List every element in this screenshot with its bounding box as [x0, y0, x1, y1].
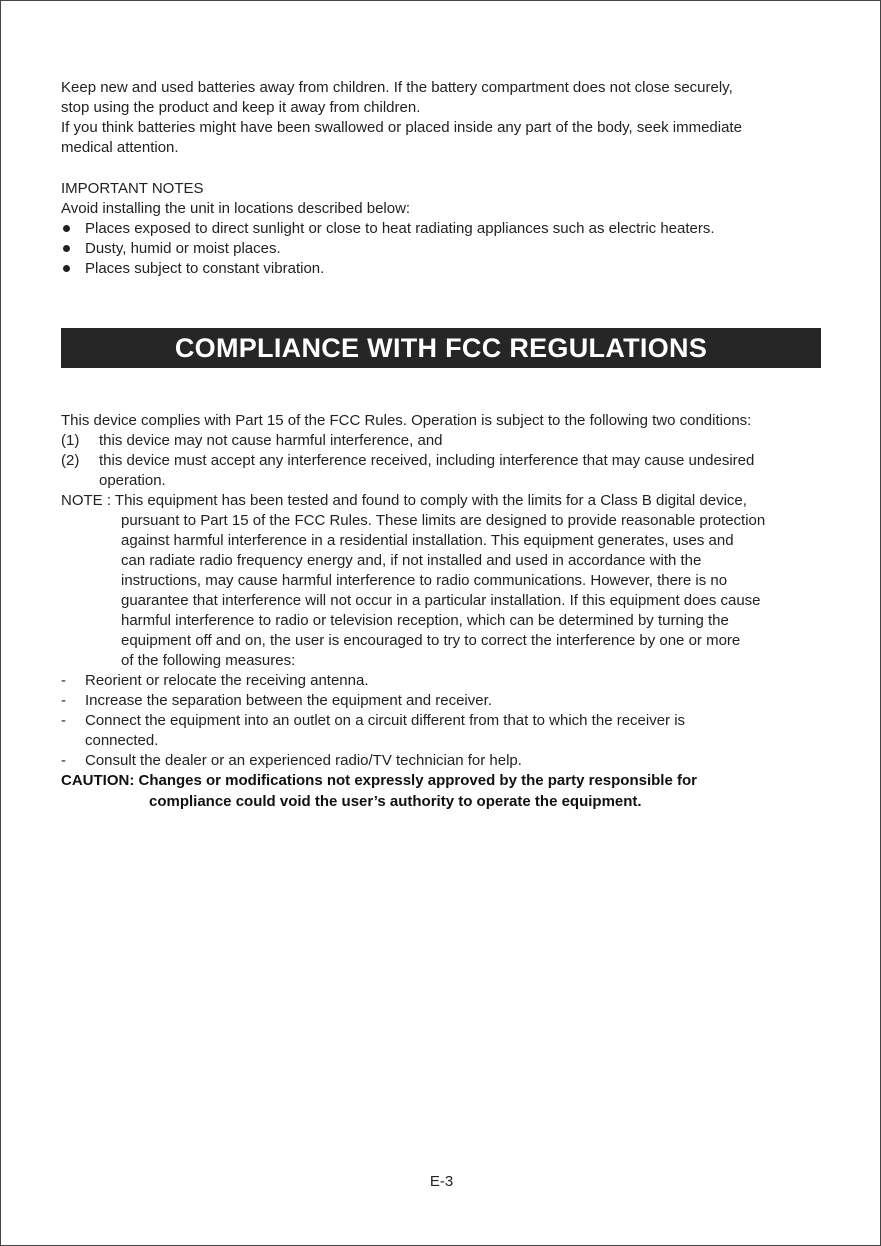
bullet-text: Places exposed to direct sunlight or close to heat radiating appliances such as electric heaters.	[85, 220, 715, 237]
dash-marker: -	[61, 672, 66, 689]
bullet-item-dusty	[61, 238, 281, 259]
dash-marker: -	[61, 692, 66, 709]
condition-marker: (2)	[61, 452, 80, 469]
fcc-intro: This device complies with Part 15 of the FCC Rules. Operation is subject to the following two conditions:	[61, 412, 752, 429]
warning-line-3: If you think batteries might have been swallowed or placed inside any part of the body, seek immediate	[61, 119, 742, 136]
bullet-item-vibration	[61, 258, 324, 279]
caution-line-2: compliance could void the user’s authority to operate the equipment.	[149, 793, 642, 810]
caution-label: CAUTION:	[61, 772, 135, 789]
note-line-9: of the following measures:	[121, 652, 296, 669]
measure-item	[61, 750, 522, 771]
warning-line-1: Keep new and used batteries away from children. If the battery compartment does not close securely,	[61, 79, 733, 96]
note-label: NOTE :	[61, 492, 112, 509]
note-line-1	[61, 490, 747, 511]
note-line-6: guarantee that interference will not occur in a particular installation. If this equipment does cause	[121, 592, 761, 609]
bullet-item-sunlight	[61, 218, 715, 239]
condition-1	[61, 430, 443, 451]
measure-item	[61, 690, 492, 711]
measure-continuation: connected.	[85, 732, 159, 749]
warning-line-2: stop using the product and keep it away from children.	[61, 99, 421, 116]
bullet-icon	[63, 245, 70, 252]
bullet-icon	[63, 265, 70, 272]
bullet-icon	[63, 225, 70, 232]
fcc-banner-title: COMPLIANCE WITH FCC REGULATIONS	[61, 328, 821, 368]
condition-marker: (1)	[61, 432, 80, 449]
measure-item	[61, 670, 369, 691]
warning-line-4: medical attention.	[61, 139, 179, 156]
note-line-7: harmful interference to radio or television reception, which can be determined by turning the	[121, 612, 729, 629]
condition-2	[61, 450, 754, 471]
measure-text: Reorient or relocate the receiving antenna.	[85, 672, 369, 689]
page-number: E-3	[429, 1173, 454, 1190]
note-line-2: pursuant to Part 15 of the FCC Rules. These limits are designed to provide reasonable protection	[121, 512, 766, 529]
condition-text: this device must accept any interference received, including interference that may cause undesired	[99, 452, 755, 469]
bullet-text: Dusty, humid or moist places.	[85, 240, 281, 257]
dash-marker: -	[61, 712, 66, 729]
note-text: This equipment has been tested and found to comply with the limits for a Class B digital device,	[114, 492, 747, 509]
measure-text: Connect the equipment into an outlet on a circuit different from that to which the receiver is	[85, 712, 686, 729]
condition-text: this device may not cause harmful interference, and	[99, 432, 443, 449]
condition-2-continuation: operation.	[99, 472, 166, 489]
important-notes-intro: Avoid installing the unit in locations described below:	[61, 200, 411, 217]
measure-item	[61, 710, 685, 731]
note-line-5: instructions, may cause harmful interference to radio communications. However, there is no	[121, 572, 728, 589]
note-line-4: can radiate radio frequency energy and, if not installed and used in accordance with the	[121, 552, 702, 569]
dash-marker: -	[61, 752, 66, 769]
measure-text: Consult the dealer or an experienced radio/TV technician for help.	[85, 752, 522, 769]
measure-text: Increase the separation between the equipment and receiver.	[85, 692, 492, 709]
caution-line-1	[61, 770, 697, 791]
important-notes-heading: IMPORTANT NOTES	[61, 180, 204, 197]
note-line-8: equipment off and on, the user is encouraged to try to correct the interference by one or more	[121, 632, 741, 649]
caution-text: Changes or modifications not expressly approved by the party responsible for	[138, 772, 697, 789]
bullet-text: Places subject to constant vibration.	[85, 260, 325, 277]
note-line-3: against harmful interference in a residential installation. This equipment generates, uses and	[121, 532, 734, 549]
